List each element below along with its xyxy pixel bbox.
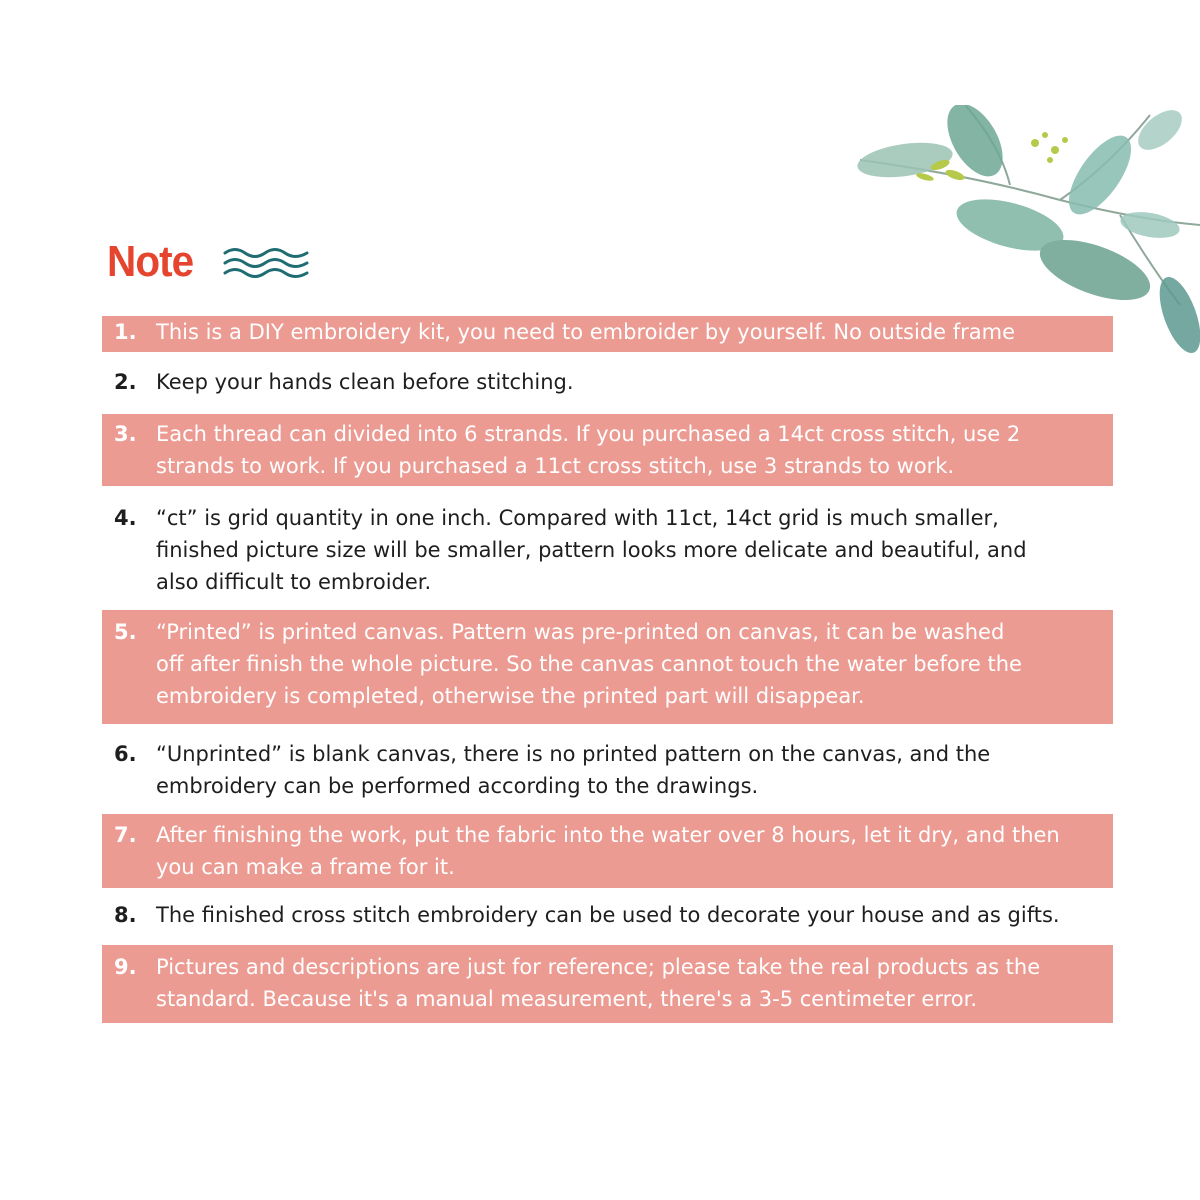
- note-item-text: “Printed” is printed canvas. Pattern was pre-printed on canvas, it can be washed off after finish the whole picture. So the canvas cannot touch the water before the embroidery is completed, otherwise the printed part will disappear.: [156, 620, 1022, 708]
- note-item-8: [102, 899, 1113, 933]
- note-item-7: [102, 814, 1113, 888]
- note-item-1: [102, 316, 1113, 352]
- note-item-text: “ct” is grid quantity in one inch. Compared with 11ct, 14ct grid is much smaller, finished picture size will be smaller, pattern looks more delicate and beautiful, and also difficult to embroider.: [156, 506, 1027, 594]
- note-item-text: “Unprinted” is blank canvas, there is no printed pattern on the canvas, and the embroidery can be performed according to the drawings.: [156, 742, 991, 798]
- note-item-number: 9.: [114, 955, 137, 979]
- note-item-text: Each thread can divided into 6 strands. If you purchased a 14ct cross stitch, use 2 strands to work. If you purchased a 11ct cross stitch, use 3 strands to work.: [156, 422, 1021, 478]
- note-item-number: 7.: [114, 823, 137, 847]
- note-item-text: After finishing the work, put the fabric into the water over 8 hours, let it dry, and then you can make a frame for it.: [156, 823, 1060, 879]
- note-item-number: 4.: [114, 506, 137, 530]
- waves-icon: [223, 245, 309, 279]
- note-item-number: 1.: [114, 320, 137, 344]
- note-header: [107, 232, 309, 292]
- note-item-3: [102, 414, 1113, 486]
- note-item-number: 6.: [114, 742, 137, 766]
- note-item-number: 2.: [114, 370, 137, 394]
- note-item-text: This is a DIY embroidery kit, you need to embroider by yourself. No outside frame: [156, 320, 1016, 344]
- note-item-number: 8.: [114, 903, 137, 927]
- note-item-2: [102, 366, 1113, 400]
- note-item-text: Pictures and descriptions are just for reference; please take the real products as the standard. Because it's a manual measurement, there's a 3-5 centimeter error.: [156, 955, 1041, 1011]
- note-item-4: [102, 502, 1113, 602]
- note-item-5: [102, 610, 1113, 724]
- note-title: Note: [107, 237, 194, 286]
- note-item-6: [102, 738, 1113, 806]
- note-item-text: The finished cross stitch embroidery can be used to decorate your house and as gifts.: [156, 903, 1060, 927]
- note-item-9: [102, 945, 1113, 1023]
- note-item-number: 3.: [114, 422, 137, 446]
- note-item-number: 5.: [114, 620, 137, 644]
- note-item-text: Keep your hands clean before stitching.: [156, 370, 574, 394]
